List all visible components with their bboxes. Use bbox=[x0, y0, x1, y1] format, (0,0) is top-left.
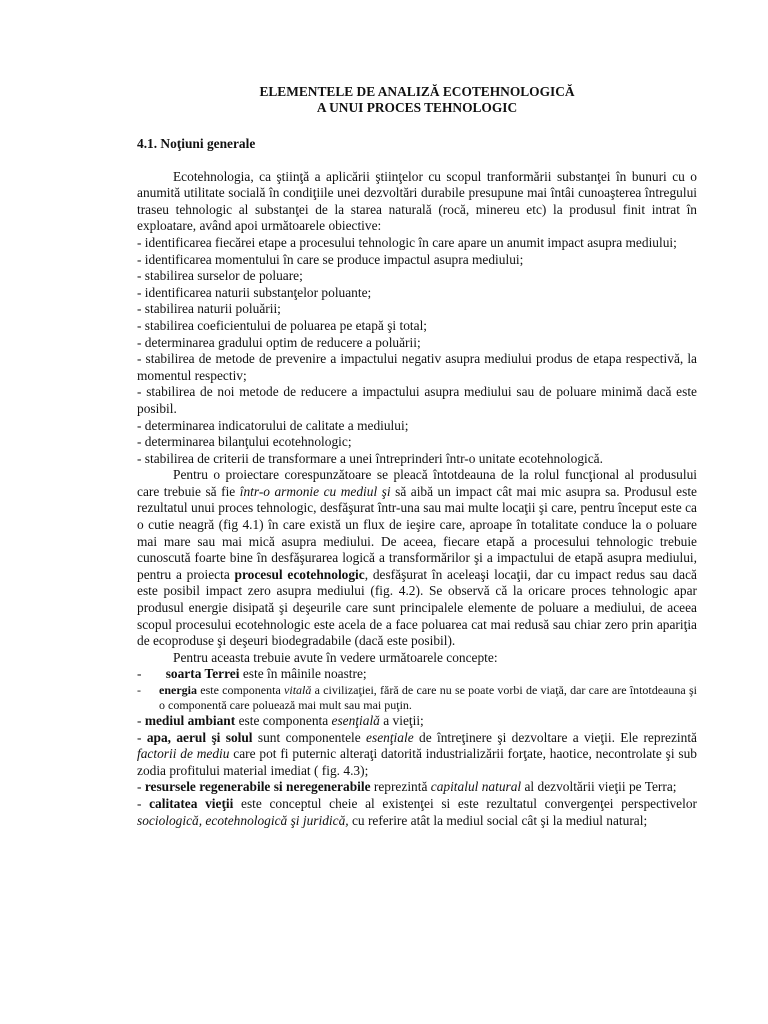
objective-item: - identificarea naturii substanţelor poluante; bbox=[137, 284, 372, 300]
objective-item: - identificarea fiecărei etape a procesului tehnologic în care apare un anumit impact asupra mediului; bbox=[137, 234, 677, 250]
concept-term: mediul ambiant bbox=[144, 713, 236, 728]
concept-term: apa, aerul şi solul bbox=[146, 729, 253, 745]
concept-dash: - bbox=[137, 729, 147, 745]
concept-text: este componenta bbox=[197, 683, 285, 697]
objective-item: - determinarea gradului optim de reducere a poluării; bbox=[137, 334, 421, 350]
concept-italic: sociologică, ecotehnologică şi juridică, bbox=[137, 812, 349, 828]
concept-item bbox=[137, 666, 697, 683]
section-heading: 4.1. Noţiuni generale bbox=[137, 136, 256, 151]
concept-text: reprezintă bbox=[370, 779, 431, 795]
concepts-list bbox=[137, 666, 697, 829]
concept-item bbox=[137, 683, 697, 713]
concept-italic: vitală bbox=[284, 683, 312, 697]
concept-text: sunt componentele bbox=[252, 729, 367, 745]
design-text-2: să aibă un impact cât mai mic asupra sa. Produsul este rezultatul unui proces tehnologic, desfăşurat într-una sau mai multe locaţii şi care, pentru început este ca o cutie neagră (fig 4.1) în care există un flux de ieşire care, aproape în totalitate conduce la o poluare mai mare sau mai mică asupra mediului. De aceea, fiecare etapă a procesului tehnologic trebuie cunoscută foarte bine în desfăşurarea logică a transformărilor şi a impactului de etapă asupra mediului, pentru a proiecta bbox=[137, 483, 698, 582]
concept-italic: esenţială bbox=[331, 713, 380, 728]
concept-italic: esenţiale bbox=[366, 729, 414, 745]
design-text-bold: procesul ecotehnologic bbox=[234, 566, 365, 582]
concept-dash: - bbox=[137, 713, 145, 728]
concept-text: este în mâinile noastre; bbox=[239, 666, 367, 682]
objective-item: - determinarea indicatorului de calitate a mediului; bbox=[137, 417, 409, 433]
intro-paragraph: Ecotehnologia, ca ştiinţă a aplicării ştiinţelor cu scopul tranformării substanţei în bunuri cu o anumită utilitate socială în condiţiile unei dezvoltări durabile presupune mai întâi cunoaşterea întregului traseu tehnologic al substanţei de la starea naturală (rocă, minereu etc) la produsul finit intrat în exploatare, având apoi următoarele obiective: bbox=[137, 168, 697, 234]
concept-item bbox=[137, 779, 697, 796]
concept-dash: - bbox=[137, 666, 142, 682]
objective-item: - identificarea momentului în care se produce impactul asupra mediului; bbox=[137, 251, 524, 267]
concept-text: este componenta bbox=[235, 713, 332, 728]
concept-term: energia bbox=[159, 683, 197, 697]
concept-term: soarta Terrei bbox=[165, 666, 240, 682]
objectives-list bbox=[137, 235, 697, 467]
design-text-italic: într-o armonie cu mediul şi bbox=[239, 483, 391, 499]
title-line-2: A UNUI PROCES TEHNOLOGIC bbox=[316, 100, 518, 115]
objective-item: - determinarea bilanţului ecotehnologic; bbox=[137, 434, 352, 450]
title-line-1: ELEMENTELE DE ANALIZĂ ECOTEHNOLOGICĂ bbox=[259, 84, 575, 99]
design-text-1: Pentru o proiectare corespunzătoare se pleacă întotdeauna de la rolul funcţional al produsului care trebuie să fie bbox=[137, 467, 697, 499]
concepts-intro: Pentru aceasta trebuie avute în vedere următoarele concepte: bbox=[173, 649, 498, 665]
concept-text: este conceptul cheie al existenţei si este rezultatul convergenţei perspectivelor bbox=[233, 795, 697, 811]
objective-item: - stabilirea de metode de prevenire a impactului negativ asupra mediului produs de etapa respectivă, la momentul respectiv; bbox=[137, 351, 697, 383]
objective-item: - stabilirea de noi metode de reducere a impactului asupra mediului sau de poluare minimă dacă este posibil. bbox=[137, 384, 697, 416]
concept-text: care pot fi puternic alteraţi datorită industrializării forţate, haotice, necontrolate şi sub zodia profitului material imediat ( fig. 4.3); bbox=[137, 746, 697, 778]
concept-dash: - bbox=[137, 779, 145, 795]
concept-text: a vieţii; bbox=[379, 713, 424, 728]
concept-text: de întreţinere şi dezvoltare a vieţii. Ele reprezintă bbox=[413, 729, 697, 745]
design-paragraph bbox=[137, 467, 697, 650]
objective-item: - stabilirea de criterii de transformare a unei întreprinderi într-o unitate ecotehnologică. bbox=[137, 450, 603, 466]
objective-item: - stabilirea coeficientului de poluarea pe etapă şi total; bbox=[137, 317, 428, 333]
objective-item: - stabilirea naturii poluării; bbox=[137, 301, 281, 317]
concept-italic: factorii de mediu bbox=[137, 746, 230, 762]
concept-text: al dezvoltării vieţii pe Terra; bbox=[521, 779, 677, 795]
concept-item bbox=[137, 713, 697, 730]
concept-item bbox=[137, 730, 697, 780]
concept-term: resursele regenerabile si neregenerabile bbox=[144, 779, 371, 795]
concept-text: cu referire atât la mediul social cât şi la mediul natural; bbox=[348, 812, 648, 828]
design-text-3: , desfăşurat în aceleaşi locaţii, dar cu impact redus sau dacă este posibil impact zero asupra mediului (fig. 4.2). Se observă că la oricare proces tehnologic apar produsul energie disipată şi deşeurile care sunt principalele elemente de poluare a mediului, de aceea scopul procesului ecotehnologic este acela de a face poluarea cat mai redusă sau chiar zero prin apariţia de ecoproduse şi deşeuri biodegradabile (dacă este posibil). bbox=[137, 566, 697, 649]
concept-text: a civilizaţiei, fără de care nu se poate vorbi de viaţă, dar care are întotdeauna şi o componentă care poluează mai mult sau mai puţin. bbox=[159, 683, 697, 712]
concept-dash: - bbox=[137, 683, 141, 697]
concept-term: calitatea vieţii bbox=[149, 795, 234, 811]
concept-italic: capitalul natural bbox=[430, 779, 522, 795]
page-content bbox=[137, 84, 697, 829]
objective-item: - stabilirea surselor de poluare; bbox=[137, 268, 303, 284]
concept-item bbox=[137, 796, 697, 829]
concept-dash: - bbox=[137, 795, 150, 811]
